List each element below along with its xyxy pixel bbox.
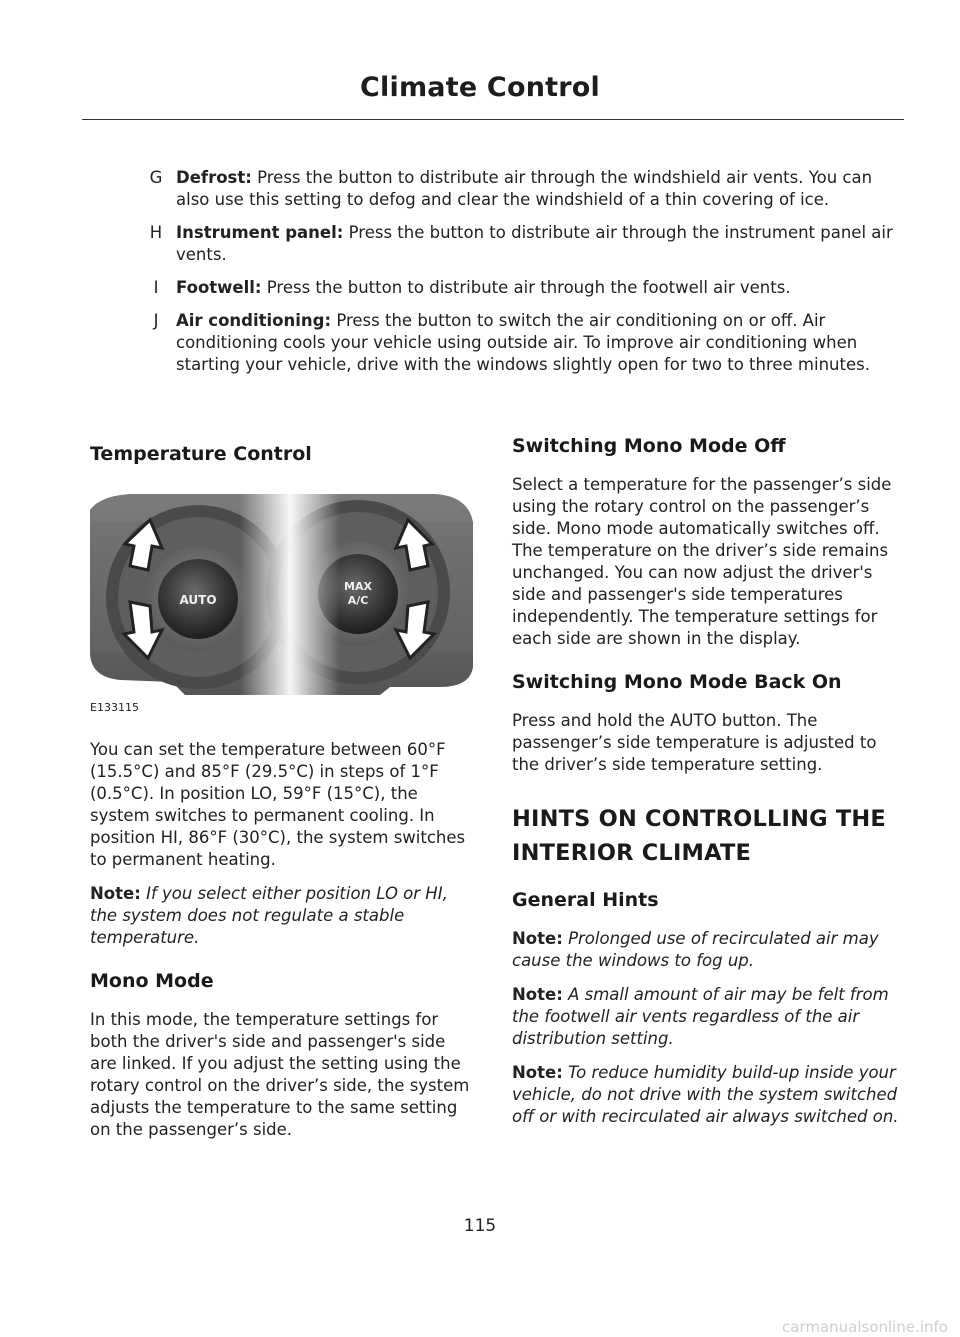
definition-item: [90, 277, 905, 299]
mono-mode-paragraph: In this mode, the temperature settings for both the driver's side and passenger's side are linked. If you adjust the setting using the rotary control on the driver’s side, the system adjusts the temperature to the same setting on the passenger’s side.: [90, 1010, 470, 1139]
mono-on-paragraph: Press and hold the AUTO button. The passenger’s side temperature is adjusted to the driver’s side temperature setting.: [512, 711, 877, 774]
figure-code: E133115: [90, 701, 139, 714]
definition-text: [176, 167, 894, 211]
note: [90, 883, 475, 949]
definition-item: [90, 222, 905, 266]
definition-term: Air conditioning:: [176, 311, 332, 330]
note-label: Note:: [512, 1063, 563, 1082]
temperature-paragraph: You can set the temperature between 60°F (15.5°C) and 85°F (29.5°C) in steps of 1°F (0.5°C). In position LO, 59°F (15°C), the system switches to permanent cooling. In position HI, 86°F (30°C), the system switches to permanent heating.: [90, 740, 466, 869]
right-column: [512, 432, 902, 1140]
note-text: Prolonged use of recirculated air may cause the windows to fog up.: [512, 929, 879, 970]
mono-mode-heading: Mono Mode: [90, 970, 214, 992]
mono-off-paragraph: Select a temperature for the passenger’s side using the rotary control on the passenger’s side. Mono mode automatically switches off. The temperature on the driver’s side remains unchanged. You can now adjust the driver's side and passenger's side temperatures independently. The temperature settings for each side are shown in the display.: [512, 475, 892, 648]
note: [512, 928, 902, 972]
page-title: Climate Control: [360, 72, 600, 103]
item-letter: I: [153, 278, 159, 297]
mono-on-heading: Switching Mono Mode Back On: [512, 671, 842, 693]
note-label: Note:: [512, 985, 563, 1004]
climate-dials-illustration: [90, 482, 473, 695]
item-letter: H: [149, 223, 163, 242]
definition-text: [176, 310, 894, 376]
note: [512, 984, 902, 1050]
left-column: [90, 440, 475, 1153]
definition-item: [90, 310, 905, 376]
temperature-control-heading: Temperature Control: [90, 443, 312, 465]
item-letter: G: [149, 168, 163, 187]
definition-body: Press the button to switch the air conditioning on or off. Air conditioning cools your vehicle using outside air. To improve air conditioning when starting your vehicle, drive with the windows slightly open for two to three minutes.: [176, 311, 870, 374]
ac-button-label: A/C: [347, 594, 369, 607]
header-divider: [82, 119, 904, 120]
definition-term: Footwell:: [176, 278, 262, 297]
note-text: If you select either position LO or HI, the system does not regulate a stable temperature.: [90, 884, 448, 947]
item-letter: J: [153, 311, 159, 330]
max-button-label: MAX: [344, 580, 372, 593]
section-heading-line2: INTERIOR CLIMATE: [512, 840, 752, 866]
page-number: 115: [463, 1216, 497, 1236]
definition-text: [176, 277, 894, 299]
note: [512, 1062, 902, 1128]
watermark: carmanualsonline.info: [782, 1318, 948, 1336]
definition-term: Defrost:: [176, 168, 252, 187]
definition-term: Instrument panel:: [176, 223, 344, 242]
definition-body: Press the button to distribute air through the windshield air vents. You can also use this setting to defog and clear the windshield of a thin covering of ice.: [176, 168, 873, 209]
note-label: Note:: [512, 929, 563, 948]
section-heading: [512, 802, 902, 870]
note-text: A small amount of air may be felt from the footwell air vents regardless of the air distribution setting.: [512, 985, 889, 1048]
definition-body: Press the button to distribute air through the instrument panel air vents.: [176, 223, 893, 264]
section-heading-line1: HINTS ON CONTROLLING THE: [512, 806, 887, 832]
note-label: Note:: [90, 884, 141, 903]
general-hints-heading: General Hints: [512, 889, 659, 911]
climate-control-figure: [90, 482, 473, 695]
definition-text: [176, 222, 894, 266]
definition-item: [90, 167, 905, 211]
auto-button-label: AUTO: [179, 593, 217, 607]
definition-list: [90, 167, 905, 387]
definition-body: Press the button to distribute air through the footwell air vents.: [261, 278, 791, 297]
note-text: To reduce humidity build-up inside your vehicle, do not drive with the system switched off or with recirculated air always switched on.: [512, 1063, 899, 1126]
mono-off-heading: Switching Mono Mode Off: [512, 435, 786, 457]
